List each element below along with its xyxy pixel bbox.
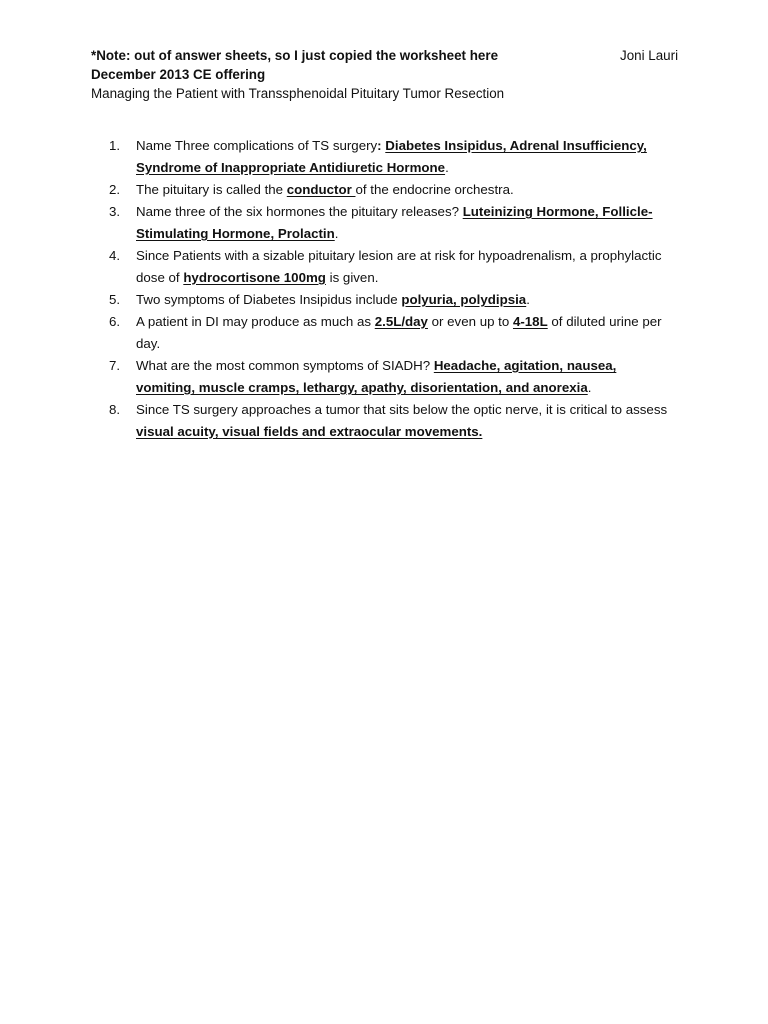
question-number: 6. bbox=[109, 314, 121, 329]
prompt-text: Name Three complications of TS surgery bbox=[136, 138, 378, 153]
prompt-text: Two symptoms of Diabetes Insipidus include bbox=[136, 292, 402, 307]
answer-text: hydrocortisone 100mg bbox=[183, 270, 326, 285]
question-number: 1. bbox=[109, 138, 121, 153]
question-item bbox=[109, 245, 669, 289]
answer-text: 4-18L bbox=[512, 314, 548, 329]
prompt-text: The pituitary is called the bbox=[136, 182, 287, 197]
question-text bbox=[136, 138, 647, 175]
question-text bbox=[136, 182, 514, 197]
question-text bbox=[136, 204, 653, 241]
document-header bbox=[91, 46, 691, 103]
document-title: Managing the Patient with Transsphenoidal Pituitary Tumor Resection bbox=[91, 86, 505, 101]
author-name: Joni Lauri bbox=[620, 48, 679, 63]
prompt-text: Name three of the six hormones the pituitary releases? bbox=[136, 204, 463, 219]
question-item bbox=[109, 311, 669, 355]
question-text bbox=[136, 402, 667, 439]
prompt-text: is given. bbox=[325, 270, 379, 285]
prompt-text: Since Patients with a sizable pituitary lesion are at risk for hypoadrenalism, a prophylactic dose of bbox=[136, 248, 662, 285]
question-item bbox=[109, 201, 669, 245]
prompt-text: . bbox=[445, 160, 449, 175]
answer-text: conductor bbox=[286, 182, 356, 197]
question-item bbox=[109, 289, 669, 311]
answer-text: 2.5L/day bbox=[374, 314, 428, 329]
question-number: 5. bbox=[109, 292, 121, 307]
prompt-text: Since TS surgery approaches a tumor that sits below the optic nerve, it is critical to assess bbox=[136, 402, 668, 417]
prompt-text: or even up to bbox=[427, 314, 513, 329]
prompt-text: of diluted urine per day. bbox=[136, 314, 662, 351]
prompt-text: . bbox=[587, 380, 592, 395]
prompt-text: of the endocrine orchestra. bbox=[355, 182, 514, 197]
question-item bbox=[109, 399, 669, 443]
question-number: 3. bbox=[109, 204, 121, 219]
answer-text: visual acuity, visual fields and extraocular movements. bbox=[136, 424, 483, 439]
question-list bbox=[109, 135, 669, 443]
answer-text: polyuria, polydipsia bbox=[401, 292, 527, 307]
answer-text: Diabetes Insipidus, Adrenal Insufficiency, Syndrome of Inappropriate Antidiuretic Hormone bbox=[136, 138, 647, 175]
question-item bbox=[109, 355, 669, 399]
answer-text: Luteinizing Hormone, Follicle-Stimulating Hormone, Prolactin bbox=[136, 204, 653, 241]
prompt-text: . bbox=[334, 226, 339, 241]
question-number: 8. bbox=[109, 402, 121, 417]
question-text bbox=[136, 292, 530, 307]
question-item bbox=[109, 179, 669, 201]
prompt-text: What are the most common symptoms of SIADH? bbox=[136, 358, 434, 373]
header-offering: December 2013 CE offering bbox=[91, 67, 266, 82]
question-item bbox=[109, 135, 669, 179]
question-number: 4. bbox=[109, 248, 121, 263]
question-punctuation: : bbox=[377, 138, 386, 153]
question-text bbox=[136, 314, 662, 351]
question-number: 2. bbox=[109, 182, 121, 197]
header-note: *Note: out of answer sheets, so I just copied the worksheet here bbox=[91, 48, 499, 63]
prompt-text: A patient in DI may produce as much as bbox=[136, 314, 375, 329]
prompt-text: . bbox=[526, 292, 530, 307]
answer-text: Headache, agitation, nausea, vomiting, muscle cramps, lethargy, apathy, disorientation, and anorexia bbox=[136, 358, 617, 395]
question-number: 7. bbox=[109, 358, 121, 373]
question-text bbox=[136, 248, 661, 285]
question-text bbox=[136, 358, 616, 395]
